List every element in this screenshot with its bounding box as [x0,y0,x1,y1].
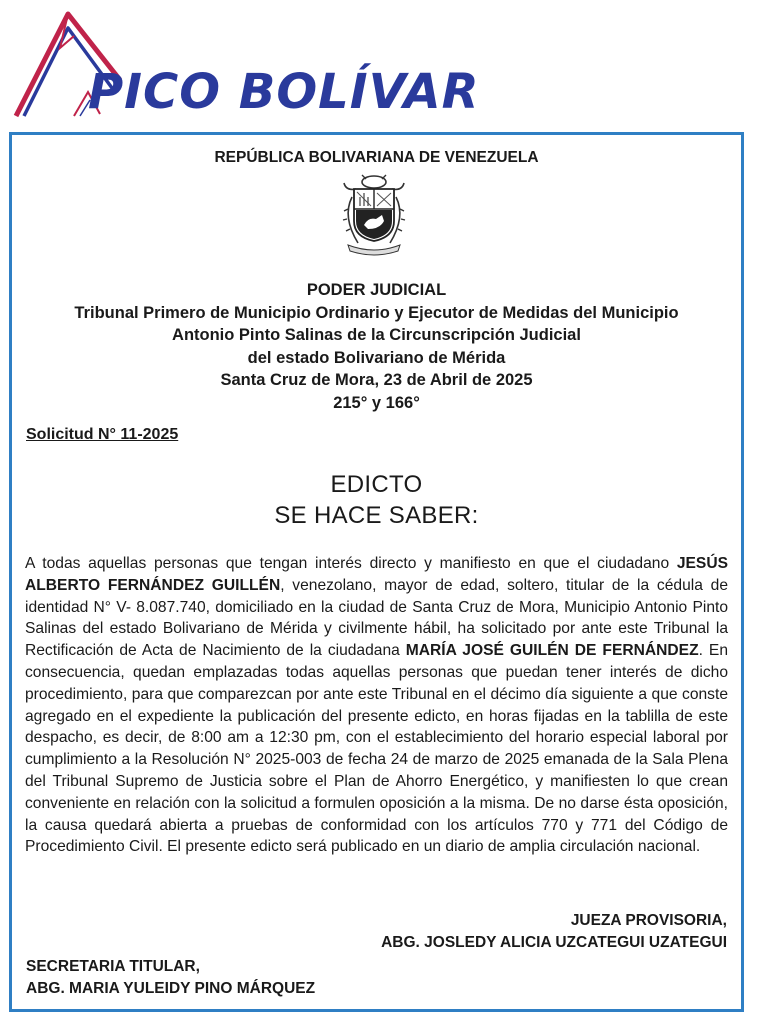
logo-wordmark: PICO BOLÍVAR [88,64,480,120]
secretary-signature [26,956,315,1000]
secretary-title: SECRETARIA TITULAR, [26,958,200,975]
court-line-tribunal: Tribunal Primero de Municipio Ordinario y Ejecutor de Medidas del Municipio [74,303,679,322]
court-heading [12,279,741,414]
edict-title [12,469,741,531]
pico-bolivar-logo-icon [8,8,480,120]
court-line-years: 215° y 166° [333,393,420,412]
judge-name: ABG. JOSLEDY ALICIA UZCATEGUI UZATEGUI [381,934,727,951]
court-line-date: Santa Cruz de Mora, 23 de Abril de 2025 [220,371,533,389]
request-number: Solicitud N° 11-2025 [26,426,179,443]
body-part-1: A todas aquellas personas que tengan interés directo y manifiesto en que el ciudadano [25,555,677,572]
judge-signature [381,910,727,954]
court-line-estado: del estado Bolivariano de Mérida [247,348,506,367]
body-part-2: , venezolano, mayor de edad, soltero, titular de la cédula de identidad N° V- 8.087.740, domiciliado en la ciudad de Santa Cruz de Mora, Municipio Antonio Pinto Salinas del estado Bolivariano de Mérida y civilmente hábil, ha solicitado por ante este Tribunal la Rectificación de Acta de Nacimiento de la ciudadana [25,576,728,660]
petitioner-name: JESÚS ALBERTO FERNÁNDEZ GUILLÉN [25,555,728,594]
court-line-municipio: Antonio Pinto Salinas de la Circunscripción Judicial [172,326,581,344]
judge-title: JUEZA PROVISORIA, [570,912,727,929]
citizen-name: MARÍA JOSÉ GUILÉN DE FERNÁNDEZ [405,642,699,660]
edict-title-line2: SE HACE SABER: [274,502,479,529]
republic-heading: REPÚBLICA BOLIVARIANA DE VENEZUELA [214,149,539,166]
edict-frame [9,132,744,1012]
edict-body [25,553,728,858]
body-part-3: . En consecuencia, quedan emplazadas todas aquellas personas que puedan tener interés de dicho procedimiento, para que comparezcan por ante este Tribunal en el décimo día siguiente a que conste agregado en el expediente la publicación del presente edicto, en horas fijadas en la tablilla de este despacho, es decir, de 8:00 am a 12:30 pm, con el establecimiento del horario especial laboral por cumplimiento a la Resolución N° 2025-003 de fecha 24 de marzo de 2025 emanada de la Sala Plena del Tribunal Supremo de Justicia sobre el Plan de Ahorro Energético, y manifiesten lo que crean conveniente en relación con la solicitud a formulen oposición a la misma. De no darse ésta oposición, la causa quedará abierta a pruebas de conformidad con los artículos 770 y 771 del Código de Procedimiento Civil. El presente edicto será publicado en un diario de amplia circulación nacional. [25,642,728,856]
edict-title-line1: EDICTO [330,471,423,498]
court-line-poder-judicial: PODER JUDICIAL [306,281,447,299]
coat-of-arms-venezuela-icon [338,173,410,257]
masthead-logo [8,8,480,120]
secretary-name: ABG. MARIA YULEIDY PINO MÁRQUEZ [26,980,316,997]
